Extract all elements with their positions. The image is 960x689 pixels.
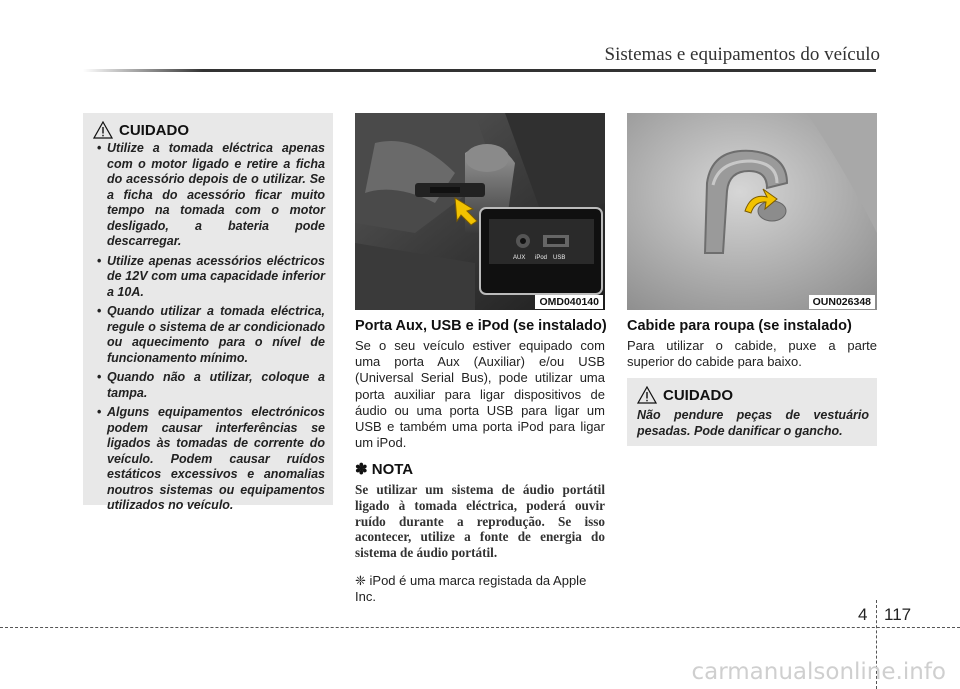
- caution-box-power-outlet: [83, 113, 333, 512]
- caution-text: Não pendure peças de vestuário pesadas. Pode danificar o gancho.: [637, 408, 869, 438]
- header-rule: [83, 69, 876, 72]
- caution-item: • Alguns equipamentos electrónicos podem causar interferências se ligados às tomadas de corrente do veículo. Podem causar ruídos estáticos excessivos e anomalias noutros sistemas ou equipamentos utilizados no veículo.: [93, 405, 325, 514]
- warning-triangle-icon: [93, 121, 113, 139]
- inset-label-usb: USB: [553, 255, 566, 261]
- caution-heading-label: CUIDADO: [119, 121, 189, 139]
- section-body-coat-hanger: Para utilizar o cabide, puxe a parte superior do cabide para baixo.: [627, 338, 877, 370]
- section-title-aux-usb-ipod: Porta Aux, USB e iPod (se instalado): [355, 318, 607, 334]
- footer-rule: [0, 627, 960, 628]
- caution-heading-label: CUIDADO: [663, 386, 733, 404]
- inset-label-ipod: iPod: [535, 255, 548, 261]
- section-title-coat-hanger: Cabide para roupa (se instalado): [627, 318, 852, 334]
- caution-item: • Utilize a tomada eléctrica apenas com o motor ligado e retire a ficha do acessório depois de o utilizar. Se a ficha do acessório ficar muito tempo na tomada com o motor desligado, a bateria pode descarregar.: [93, 141, 325, 250]
- note-title: ✽ NOTA: [355, 461, 414, 478]
- chapter-number: 4: [858, 605, 868, 624]
- caution-box-coat-hanger: [627, 378, 877, 446]
- caution-item: • Quando utilizar a tomada eléctrica, regule o sistema de ar condicionado ou aquecimento para o nível de funcionamento mínimo.: [93, 304, 325, 366]
- warning-triangle-icon: [637, 386, 657, 404]
- note-body: Se utilizar um sistema de áudio portátil ligado à tomada eléctrica, poderá ouvir ruído durante a reprodução. Se isso acontecer, utilize a fonte de energia do sistema de áudio portátil.: [355, 482, 605, 561]
- photo-aux-usb-ipod-port: [355, 113, 605, 310]
- caution-heading: [93, 121, 325, 139]
- ipod-trademark-footnote: ❈ iPod é uma marca registada da Apple Inc.: [355, 573, 587, 604]
- inset-label-aux: AUX: [513, 255, 526, 261]
- console-illustration: [355, 113, 605, 310]
- photo-code: OMD040140: [535, 295, 603, 309]
- section-body-aux-usb-ipod: Se o seu veículo estiver equipado com uma porta Aux (Auxiliar) e/ou USB (Universal Serial Bus), pode utilizar uma porta auxiliar para ligar dispositivos de áudio ou uma porta USB para ligar um USB e também uma porta iPod para ligar um iPod.: [355, 338, 605, 451]
- caution-list: [93, 141, 325, 514]
- watermark: carmanualsonline.info: [691, 659, 946, 685]
- caution-heading: [637, 386, 869, 404]
- caution-item: • Utilize apenas acessórios eléctricos de 12V com uma capacidade inferior a 10A.: [93, 254, 325, 301]
- page-number: 117: [884, 605, 912, 624]
- photo-code: OUN026348: [809, 295, 875, 309]
- hanger-illustration: [627, 113, 877, 310]
- caution-item: • Quando não a utilizar, coloque a tampa.: [93, 370, 325, 401]
- page-header-title: Sistemas e equipamentos do veículo: [604, 44, 880, 65]
- photo-coat-hanger: [627, 113, 877, 310]
